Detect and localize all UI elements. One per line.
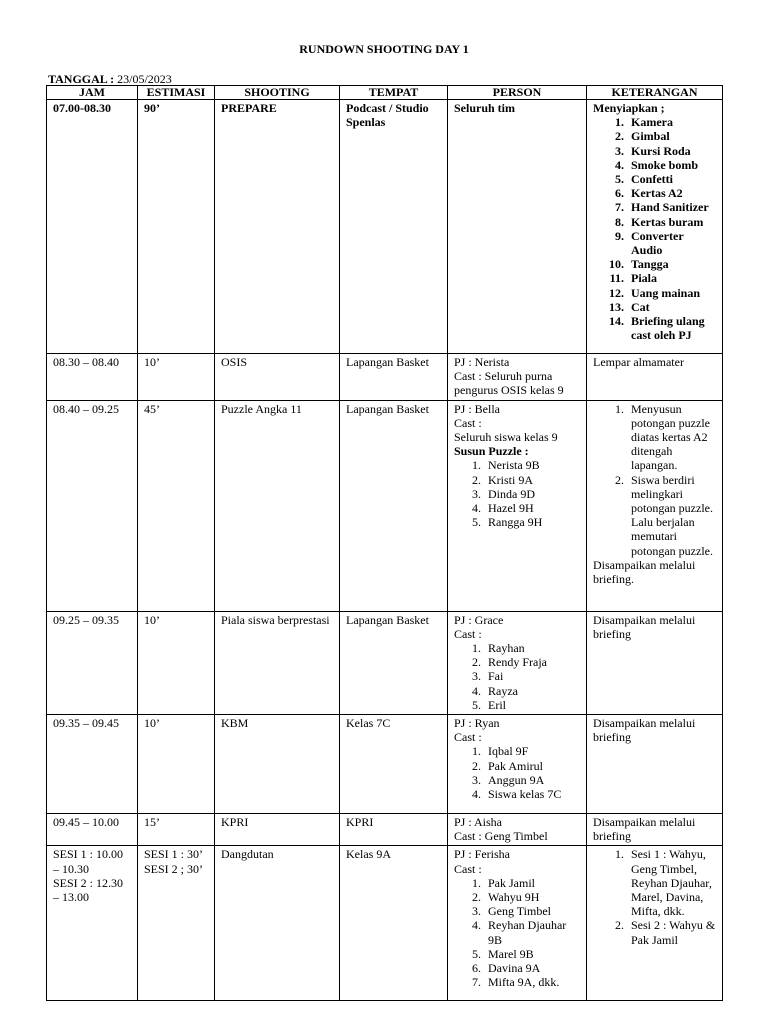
person-line: Seluruh tim [454,101,516,115]
cell-tempat: Lapangan Basket [340,400,448,611]
list-item: 1. Nerista 9B [484,458,580,472]
document-title: RUNDOWN SHOOTING DAY 1 [299,42,469,56]
person-subheading: Susun Puzzle : [454,444,529,459]
cell-shooting: Dangdutan [215,846,340,1001]
person-list [454,744,580,801]
cell-person [448,400,587,611]
list-item: 7. Mifta 9A, dkk. [484,975,580,989]
cell-shooting: Piala siswa berprestasi [215,611,340,714]
person-line: Cast : Geng Timbel [454,829,548,844]
cell-estimasi: 10’ [138,611,215,714]
list-item: 3. Kursi Roda [627,144,716,158]
header-jam: JAM [47,86,138,100]
person-line: PJ : Ryan [454,716,500,731]
cell-keterangan [587,400,723,611]
list-item: 4. Rayza [484,684,580,698]
list-item: 2. Gimbal [627,129,716,143]
table-row [47,814,723,846]
header-row [47,86,723,100]
cell-keterangan [587,814,723,846]
keterangan-text: Disampaikan melalui briefing. [593,557,696,587]
keterangan-list [593,402,716,558]
list-item: 1. Iqbal 9F [484,744,580,758]
keterangan-text: Disampaikan melalui briefing [593,716,696,745]
header-estimasi: ESTIMASI [138,86,215,100]
list-item: 8. Kertas buram [627,215,716,229]
list-item: 1. Pak Jamil [484,876,580,890]
cell-tempat: Kelas 7C [340,715,448,814]
list-item: 7. Hand Sanitizer [627,200,716,214]
list-item: 13. Cat [627,300,716,314]
cell-jam: 09.35 – 09.45 [47,715,138,814]
cell-jam: 09.45 – 10.00 [47,814,138,846]
cell-keterangan [587,715,723,814]
list-item: 5. Marel 9B [484,947,580,961]
list-item: 3. Geng Timbel [484,904,580,918]
cell-tempat: Podcast / Studio Spenlas [340,100,448,354]
cell-estimasi: 10’ [138,354,215,401]
person-line: PJ : Nerista [454,355,510,369]
cell-estimasi: 10’ [138,715,215,814]
table-row [47,354,723,401]
person-line: PJ : Aisha [454,815,503,830]
list-item: 1. Sesi 1 : Wahyu, Geng Timbel, Reyhan Djauhar, Marel, Davina, Mifta, dkk. [627,847,716,918]
cell-shooting: Puzzle Angka 11 [215,400,340,611]
cell-tempat: KPRI [340,814,448,846]
list-item: 6. Kertas A2 [627,186,716,200]
list-item: 3. Fai [484,669,580,683]
list-item: 6. Davina 9A [484,961,580,975]
list-item: 3. Anggun 9A [484,773,580,787]
keterangan-text: Disampaikan melalui briefing [593,612,696,641]
list-item: 4. Hazel 9H [484,501,580,515]
person-list [454,641,580,712]
cell-person [448,846,587,1001]
person-line: PJ : Grace [454,612,504,627]
header-keterangan: KETERANGAN [587,86,723,100]
cell-person [448,814,587,846]
cell-jam: 08.40 – 09.25 [47,400,138,611]
person-line: Seluruh siswa kelas 9 [454,430,558,445]
cell-keterangan [587,846,723,1001]
cell-estimasi: 45’ [138,400,215,611]
cell-tempat: Kelas 9A [340,846,448,1001]
list-item: 4. Smoke bomb [627,158,716,172]
cell-jam: SESI 1 : 10.00 – 10.30 SESI 2 : 12.30 – 13.00 [47,846,138,1001]
cell-keterangan [587,100,723,354]
list-item: 2. Siswa berdiri melingkari potongan puzzle. Lalu berjalan memutari potongan puzzle. [627,473,716,558]
cell-person [448,715,587,814]
cell-estimasi: 90’ [138,100,215,354]
person-list [454,458,580,529]
person-line: Cast : Seluruh purna pengurus OSIS kelas 9 [454,369,564,398]
cell-estimasi: 15’ [138,814,215,846]
cell-estimasi: SESI 1 : 30’ SESI 2 ; 30’ [138,846,215,1001]
list-item: 2. Rendy Fraja [484,655,580,669]
keterangan-intro: Menyiapkan ; [593,101,665,115]
cell-jam: 08.30 – 08.40 [47,354,138,401]
person-line: PJ : Ferisha [454,847,511,862]
table-row [47,400,723,611]
keterangan-text: Disampaikan melalui briefing [593,815,696,844]
list-item: 5. Rangga 9H [484,515,580,529]
cell-person [448,354,587,401]
person-list [454,876,580,990]
person-line: PJ : Bella [454,401,501,416]
list-item: 2. Sesi 2 : Wahyu & Pak Jamil [627,918,716,946]
cell-jam: 09.25 – 09.35 [47,611,138,714]
list-item: 4. Siswa kelas 7C [484,787,580,801]
person-line: Cast : [454,415,482,430]
cell-shooting: KPRI [215,814,340,846]
list-item: 2. Pak Amirul [484,759,580,773]
header-tempat: TEMPAT [340,86,448,100]
cell-jam: 07.00-08.30 [47,100,138,354]
list-item: 14. Briefing ulang cast oleh PJ [627,314,716,342]
cell-tempat: Lapangan Basket [340,354,448,401]
list-item: 1. Menyusun potongan puzzle diatas kertas A2 ditengah lapangan. [627,402,716,473]
cell-keterangan [587,611,723,714]
header-person: PERSON [448,86,587,100]
cell-person [448,611,587,714]
list-item: 3. Dinda 9D [484,487,580,501]
list-item: 4. Reyhan Djauhar 9B [484,918,580,946]
cell-shooting: OSIS [215,354,340,401]
list-item: 12. Uang mainan [627,286,716,300]
keterangan-list [593,847,716,946]
person-line: Cast : [454,626,482,641]
list-item: 9. Converter Audio [627,229,716,257]
table-row [47,715,723,814]
list-item: 5. Eril [484,698,580,712]
list-item: 2. Kristi 9A [484,473,580,487]
cell-keterangan [587,354,723,401]
list-item: 5. Confetti [627,172,716,186]
table-row [47,846,723,1001]
date-value: 23/05/2023 [114,72,172,86]
table-row [47,100,723,354]
person-line: Cast : [454,861,482,876]
keterangan-list [593,115,716,342]
list-item: 11. Piala [627,271,716,285]
cell-person [448,100,587,354]
rundown-table [46,85,723,1001]
cell-tempat: Lapangan Basket [340,611,448,714]
table-row [47,611,723,714]
cell-shooting: KBM [215,715,340,814]
header-shooting: SHOOTING [215,86,340,100]
list-item: 1. Kamera [627,115,716,129]
list-item: 10. Tangga [627,257,716,271]
list-item: 2. Wahyu 9H [484,890,580,904]
date-label: TANGGAL : [48,72,115,86]
keterangan-text: Lempar almamater [593,355,684,369]
person-line: Cast : [454,730,482,745]
cell-shooting: PREPARE [215,100,340,354]
list-item: 1. Rayhan [484,641,580,655]
